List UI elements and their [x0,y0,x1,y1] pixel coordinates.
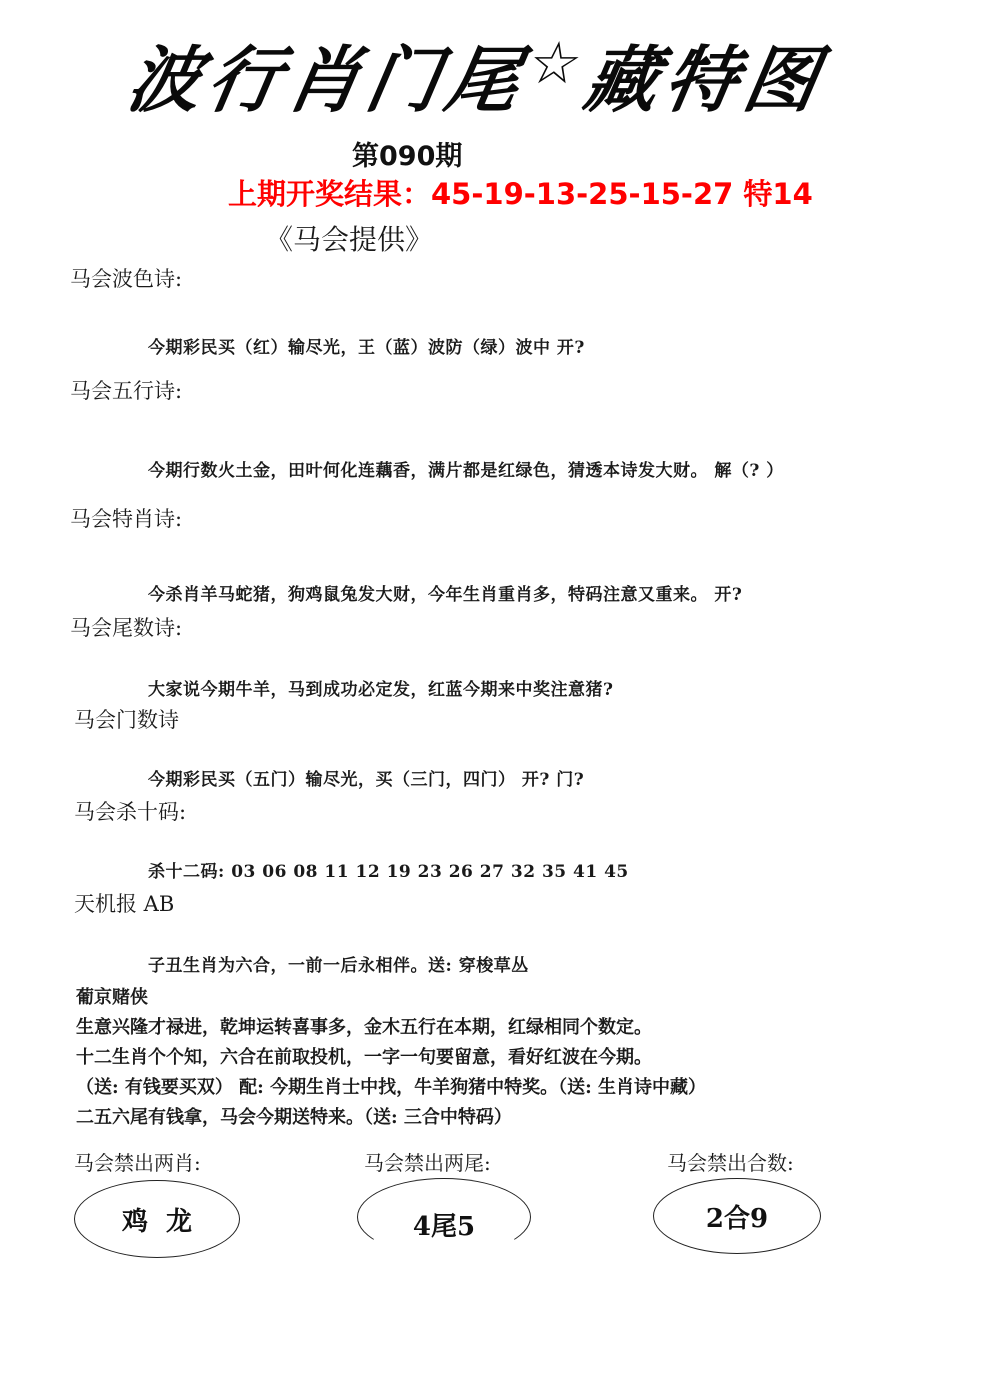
last-draw-result: 上期开奖结果：45-19-13-25-15-27 特14 [228,177,813,211]
star-icon: ☆ [523,29,590,97]
banned-zodiac-label: 马会禁出两肖: [74,1151,201,1175]
puzzle-title: 葡京赌侠 [76,987,148,1008]
title-char: 图 [737,38,827,122]
kill-number-list: 杀十二码: 03 06 08 11 12 19 23 26 27 32 35 41 45 [148,862,629,882]
banned-tail-label: 马会禁出两尾: [364,1151,491,1175]
banned-zodiac-oval [74,1180,240,1258]
banned-sum-label: 马会禁出合数: [667,1151,794,1175]
title-char: 波 [121,38,211,122]
section-label-five-elements: 马会五行诗: [70,379,183,403]
title-char: 门 [360,38,449,122]
puzzle-line: 十二生肖个个知，六合在前取投机，一字一句要留意，看好红波在今期。 [76,1047,652,1068]
banned-zodiac-value: 鸡 龙 [121,1206,193,1237]
title-char: 行 [201,38,290,122]
oracle-text: 子丑生肖为六合，一前一后永相伴。送: 穿梭草丛 [148,956,529,976]
banned-tail-value: 4尾5 [412,1211,476,1242]
section-label-wave-color: 马会波色诗: [70,267,183,291]
poem-wave-color: 今期彩民买（红）输尽光，王（蓝）波防（绿）波中 开? [148,338,585,358]
section-label-gate-number: 马会门数诗 [74,708,179,732]
banned-sum-oval [653,1178,821,1254]
poem-five-elements: 今期行数火土金，田叶何化连藕香，满片都是红绿色，猜透本诗发大财。 解（? ） [148,461,784,481]
puzzle-line: 生意兴隆才禄进，乾坤运转喜事多，金木五行在本期，红绿相同个数定。 [76,1017,652,1038]
banned-tail-oval [357,1178,531,1256]
section-label-kill-numbers: 马会杀十码: [74,800,187,824]
section-label-oracle: 天机报 AB [74,892,175,916]
page-title [121,22,829,126]
title-char: 尾 [439,38,529,122]
section-label-tail-number: 马会尾数诗: [70,616,183,640]
title-char: 特 [658,38,747,122]
poem-special-zodiac: 今杀肖羊马蛇猪，狗鸡鼠兔发大财，今年生肖重肖多，特码注意又重来。 开? [148,585,743,605]
banned-sum-value: 2合9 [705,1203,769,1234]
title-char: 肖 [280,38,370,122]
poem-tail-number: 大家说今期牛羊，马到成功必定发，红蓝今期来中奖注意猪? [148,680,614,700]
section-label-special-zodiac: 马会特肖诗: [70,507,183,531]
issue-number: 第090期 [352,141,463,172]
title-char: 藏 [578,38,668,122]
puzzle-line: （送: 有钱要买双） 配: 今期生肖士中找，牛羊狗猪中特奖。（送: 生肖诗中藏） [76,1077,706,1098]
poem-gate-number: 今期彩民买（五门）输尽光，买（三门，四门） 开? 门? [148,770,585,790]
provider-note: 《马会提供》 [265,223,434,256]
puzzle-line: 二五六尾有钱拿，马会今期送特来。（送: 三合中特码） [76,1107,512,1128]
